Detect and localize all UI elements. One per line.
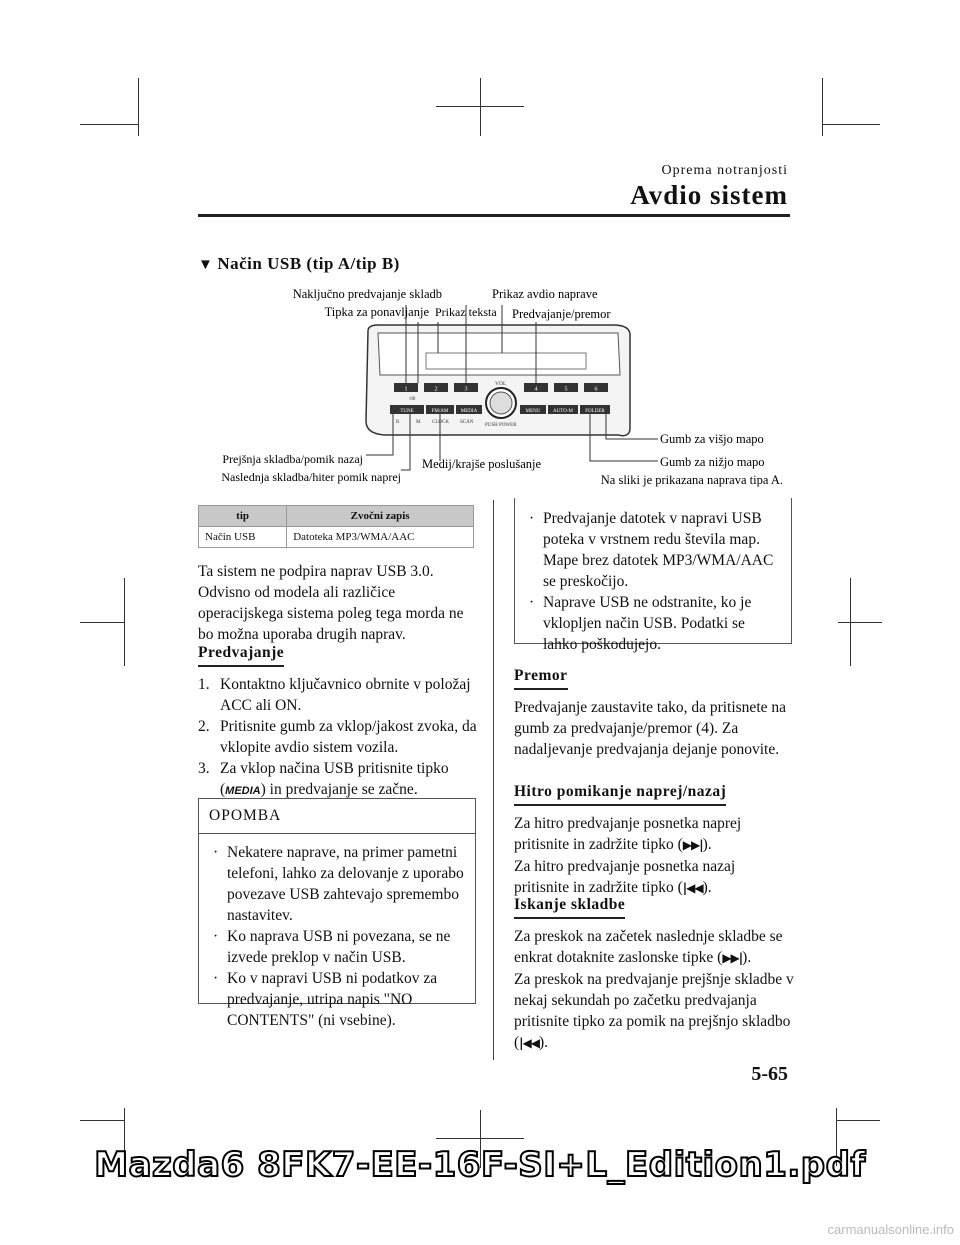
label-repeat: Tipka za ponavljanje [324, 305, 429, 319]
playback-steps [198, 674, 478, 802]
note-box [198, 798, 476, 1029]
m-label: M [416, 420, 421, 425]
crop-mark [822, 124, 880, 125]
label-play-pause: Predvajanje/premor [512, 307, 611, 321]
label-next-track: Naslednja skladba/hiter pomik naprej [221, 470, 401, 484]
fast-forward-icon: ▶▶| [682, 838, 703, 852]
crop-mark [138, 78, 139, 136]
vol-label: VOL [495, 381, 507, 387]
audio-unit-diagram [198, 283, 798, 488]
previous-track-icon: |◀◀ [519, 1036, 540, 1050]
preset-5-label: 5 [564, 386, 568, 393]
triangle-icon: ▼ [198, 257, 214, 273]
preset-sub-label: :00 [409, 397, 416, 402]
crop-mark [480, 78, 481, 136]
table-cell: Datoteka MP3/WMA/AAC [287, 527, 474, 548]
label-text-display: Prikaz teksta [435, 305, 497, 319]
media-button-icon: MEDIA [225, 785, 261, 797]
autom-button-label: AUTO-M [553, 409, 573, 414]
preset-4-label: 4 [534, 386, 538, 393]
intro-text: Ta sistem ne podpira naprav USB 3.0. Odvisno od modela ali različice operacijskega sistema poleg tega morda ne bo možna uporaba drugih naprav. [198, 563, 464, 643]
table-header: Zvočni zapis [287, 506, 474, 527]
page-number: 5-65 [751, 1063, 788, 1085]
pause-heading: Premor [514, 667, 568, 690]
r-label: R [396, 420, 400, 425]
header-section: Oprema notranjosti [661, 163, 788, 178]
ff-heading: Hitro pomikanje naprej/nazaj [514, 783, 726, 806]
table-header: tip [199, 506, 287, 527]
audio-unit-figure [198, 283, 798, 488]
list-item: 3. Za vklop načina USB pritisnite tipko (MEDIA) in predvajanje se začne. [198, 760, 449, 798]
rewind-icon: |◀◀ [682, 881, 703, 895]
table-cell: Način USB [199, 527, 287, 548]
crop-mark [838, 622, 882, 623]
header-rule [198, 214, 790, 217]
list-item: 2. Pritisnite gumb za vklop/jakost zvoka, da vklopite avdio sistem vozila. [198, 718, 477, 756]
column-divider [493, 500, 494, 1060]
crop-mark [80, 622, 124, 623]
crop-mark [80, 1120, 124, 1121]
list-item: · Naprave USB ne odstranite, ko je vklopljen način USB. Podatki se lahko poškodujejo. [529, 594, 752, 653]
note-title: OPOMBA [199, 799, 475, 834]
preset-2-label: 2 [434, 386, 438, 393]
playback-heading: Predvajanje [198, 644, 284, 667]
pause-text: Predvajanje zaustavite tako, da pritisnete na gumb za predvajanje/premor (4). Za nadaljevanje predvajanja dejanje ponovite. [514, 699, 787, 758]
list-item: · Nekatere naprave, na primer pametni telefoni, lahko za delovanje z uporabo povezave USB zahtevajo spremembo nastavitev. [213, 844, 464, 924]
search-heading: Iskanje skladbe [514, 896, 625, 919]
crop-mark [80, 124, 138, 125]
watermark: carmanualsonline.info [827, 1222, 954, 1237]
table-row [199, 527, 474, 548]
fmam-button-label: FM/AM [431, 409, 449, 414]
crop-mark [436, 106, 524, 107]
header-title: Avdio sistem [630, 180, 788, 210]
crop-mark [436, 1138, 524, 1139]
label-media: Medij/krajše poslušanje [422, 457, 542, 471]
push-power-label: PUSH POWER [485, 423, 517, 428]
tune-button-label: TUNE [400, 409, 414, 414]
preset-1-label: 1 [404, 386, 408, 393]
preset-6-label: 6 [594, 386, 598, 393]
list-item: · Predvajanje datotek v napravi USB poteka v vrstnem redu števila map. Mape brez datotek MP3/WMA/AAC se preskočijo. [529, 510, 774, 590]
label-random: Naključno predvajanje skladb [292, 287, 442, 301]
note-list [515, 498, 791, 665]
crop-mark [822, 78, 823, 136]
crop-mark [124, 578, 125, 666]
crop-mark [836, 1120, 880, 1121]
label-device-display: Prikaz avdio naprave [492, 287, 598, 301]
footer-filename: Mazda6 8FK7-EE-16F-SI+L_Edition1.pdf [94, 1145, 866, 1185]
clock-label: CLOCK [432, 420, 449, 425]
label-prev-track: Prejšnja skladba/pomik nazaj [222, 452, 363, 466]
section-title: ▼ Način USB (tip A/tip B) [198, 254, 400, 273]
search-text: Za preskok na začetek naslednje skladbe se enkrat dotaknite zaslonske tipke (▶▶|). Za preskok na predvajanje prejšnje skladbe v nekaj sekundah po začetku predvajanja pritisnite tipko za pomik na prejšnjo skladbo (|◀◀). [514, 928, 794, 1051]
next-track-icon: ▶▶| [722, 951, 743, 965]
preset-3-label: 3 [464, 386, 468, 393]
note-list [199, 834, 475, 1041]
note-continued-box [514, 498, 792, 653]
list-item: · Ko v napravi USB ni podatkov za predvajanje, utripa napis "NO CONTENTS" (ni vsebine). [213, 970, 438, 1029]
ff-text: Za hitro predvajanje posnetka naprej pritisnite in zadržite tipko (▶▶|). Za hitro predvajanje posnetka nazaj pritisnite in zadržite tipko (|◀◀). [514, 815, 742, 896]
figure-caption: Na sliki je prikazana naprava tipa A. [600, 473, 783, 487]
list-item: 1. Kontaktno ključavnico obrnite v položaj ACC ali ON. [198, 676, 471, 714]
label-folder-down: Gumb za nižjo mapo [660, 455, 765, 469]
list-item: · Ko naprava USB ni povezana, se ne izvede preklop v način USB. [213, 928, 451, 966]
format-table [198, 505, 474, 548]
menu-button-label: MENU [525, 409, 541, 414]
media-button-label: MEDIA [460, 409, 478, 414]
scan-label: SCAN [460, 420, 474, 425]
folder-button-label: FOLDER [585, 409, 605, 414]
label-folder-up: Gumb za višjo mapo [660, 432, 764, 446]
